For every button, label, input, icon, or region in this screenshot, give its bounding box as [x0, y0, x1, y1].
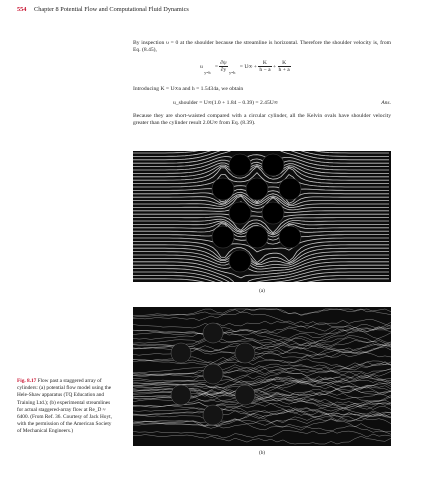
eq1-frac3: $\frac{K}{h + a}$ — [278, 60, 290, 73]
cylinder-disc — [246, 226, 268, 248]
figure-b-label: (b) — [258, 450, 266, 456]
cylinder-disc — [262, 202, 284, 224]
figure-b-image — [133, 307, 391, 446]
cylinder-disc — [279, 226, 301, 248]
cylinder-disc — [212, 178, 234, 200]
cylinder-disc — [279, 178, 301, 200]
cylinder-disc — [235, 385, 255, 405]
figure-a-label: (a) — [259, 288, 265, 294]
eq1-lhs: u — [200, 63, 203, 70]
page-number: 554 — [17, 6, 27, 13]
cylinder-disc — [203, 405, 223, 425]
cylinder-disc — [229, 250, 251, 272]
cylinder-disc — [235, 343, 255, 363]
equation-shoulder-result: u_shoulder = U∞(1.0 + 1.84 − 0.39) = 2.45U∞ — [173, 100, 278, 106]
cylinder-disc — [212, 226, 234, 248]
paragraph-kelvin-ovals: Because they are short-waisted compared with a circular cylinder, all the Kelvin ovals have shoulder velocity greater than the cylinder result 2.0U∞ from Eq. (8.39). — [133, 113, 391, 127]
figure-caption — [17, 378, 117, 436]
cylinder-disc — [171, 385, 191, 405]
equation-shoulder-velocity: u $_{y=h}$ = $\frac{\partial\psi}{\partial y}$ $_{y=h}$ = U∞ + $\frac{K}{h - a}$ + $\frac{K}{h + a}$ — [200, 60, 290, 75]
paragraph-shoulder: By inspection υ = 0 at the shoulder because the streamline is horizontal. Therefore the shoulder velocity is, from Eq. (8.45), — [133, 40, 391, 54]
figure-caption-label: Fig. 8.17 — [17, 378, 37, 384]
answer-label: Ans. — [381, 100, 391, 106]
cylinder-disc — [203, 323, 223, 343]
cylinder-disc — [203, 364, 223, 384]
eq1-frac1: $\frac{\partial\psi}{\partial y}$ — [220, 60, 227, 73]
figure-a-hele-shaw — [133, 151, 391, 282]
cylinder-disc — [229, 202, 251, 224]
cylinder-disc — [262, 154, 284, 176]
eq1-mid: = U∞ + — [239, 63, 257, 70]
chapter-title: Chapter 8 Potential Flow and Computational Fluid Dynamics — [34, 6, 189, 13]
cylinder-disc — [171, 343, 191, 363]
cylinder-disc — [246, 178, 268, 200]
figure-caption-text: Flow past a staggered array of cylinders: (a) potential flow model using the Hele-Shaw apparatus (TQ Education and Training Ltd.); (b) experimental streamlines for actual staggered-array flow at Re_D ≈ 6400. (From Ref. 36. Courtesy of Jack Hoyt, with the permission of the American Society of Mechanical Engineers.) — [17, 378, 112, 435]
eq1-eval-sub: y=h — [204, 69, 211, 75]
running-header — [17, 6, 189, 13]
paragraph-introducing: Introducing K = U∞a and h = 1.5434a, we obtain — [133, 86, 244, 92]
eq1-frac2: $\frac{K}{h - a}$ — [259, 60, 271, 73]
figure-b-experimental — [133, 307, 391, 446]
cylinder-disc — [229, 154, 251, 176]
figure-a-image — [133, 151, 391, 282]
